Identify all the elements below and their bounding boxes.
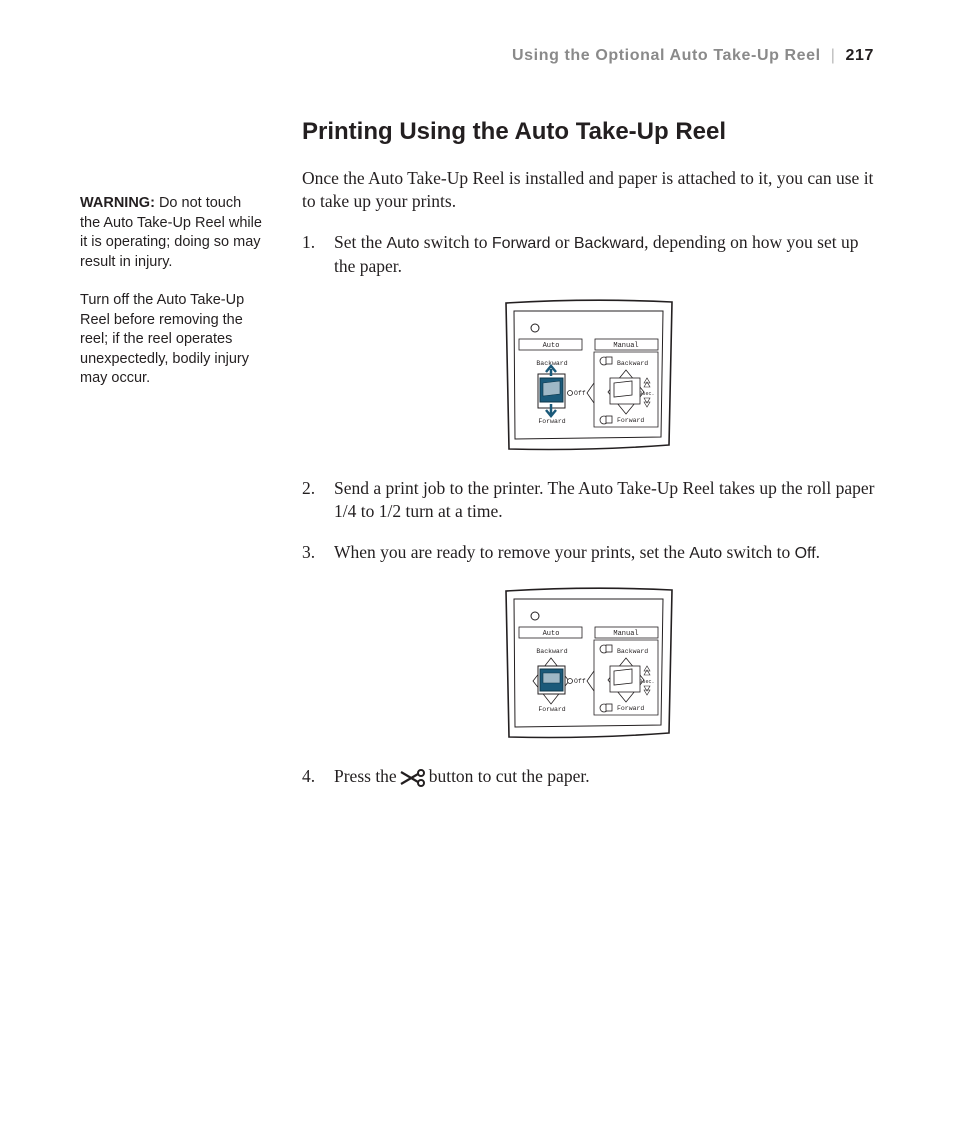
step-4 [302,765,877,788]
step-text [334,541,877,565]
step-text [334,231,877,278]
auto-label: Auto [542,630,560,638]
step-text-part: button to cut the paper. [428,766,590,786]
intro-paragraph: Once the Auto Take-Up Reel is installed and paper is attached to it, you can use it to take up your prints. [302,168,874,211]
step-3 [302,541,877,565]
manual-backward-label: Backward [617,648,649,655]
step-text: Send a print job to the printer. The Auto Take-Up Reel takes up the roll paper 1/4 to 1/2 turn at a time. [334,478,875,521]
auto-label: Auto [542,342,560,350]
auto-switch [540,378,563,402]
step-number: 3. [302,542,316,562]
step-text-part: Press the [334,766,397,786]
sec-label: 3sec. [639,679,655,685]
sec-label: 3sec. [639,391,655,397]
step-text-part: switch to [419,232,492,252]
step-text-part: , depending on how you set up the paper. [334,232,859,276]
step-number: 1. [302,232,316,252]
header-section: Using the Optional Auto Take-Up Reel [512,47,821,64]
control-panel-figure-1 [503,299,679,453]
step-number: 4. [302,766,316,786]
manual-backward-label: Backward [617,360,649,367]
ui-term-forward: Forward [491,235,551,252]
manual-label: Manual [613,630,639,638]
auto-switch [540,669,563,691]
off-label: Off [574,390,586,397]
page-number: 217 [845,47,874,64]
manual-label: Manual [613,342,639,350]
auto-backward-label: Backward [536,360,568,367]
running-header [512,47,874,65]
warning-text: Do not touch the Auto Take-Up Reel while it is operating; doing so may result in injury. [80,195,262,270]
off-label: Off [574,678,586,685]
ui-term-backward: Backward [573,235,645,252]
indicator-light [531,612,539,620]
caution-note: Turn off the Auto Take-Up Reel before removing the reel; if the reel operates unexpectedly, bodily injury may occur. [80,292,249,386]
page-title: Printing Using the Auto Take-Up Reel [302,118,727,145]
ui-term-auto: Auto [689,545,723,562]
manual-forward-label: Forward [617,417,645,424]
control-panel-figure-2 [503,587,679,741]
header-separator: | [830,47,836,64]
ui-term-auto: Auto [386,235,420,252]
step-text [334,765,877,788]
indicator-light [531,324,539,332]
step-number: 2. [302,478,316,498]
scissors-icon [400,769,426,787]
step-text-part: . [815,542,821,562]
step-text-part: When you are ready to remove your prints, set the [334,542,690,562]
warning-label: WARNING: [80,195,155,211]
auto-backward-label: Backward [536,648,568,655]
warning-note [80,194,265,272]
auto-forward-label: Forward [538,706,566,713]
step-1 [302,231,877,278]
ui-term-off: Off [794,545,816,562]
auto-forward-label: Forward [538,418,566,425]
sidebar-notes [80,194,265,408]
step-2 [302,477,877,523]
step-text-part: or [550,232,574,252]
step-text-part: Set the [334,232,387,252]
manual-forward-label: Forward [617,705,645,712]
step-text-part: switch to [722,542,795,562]
